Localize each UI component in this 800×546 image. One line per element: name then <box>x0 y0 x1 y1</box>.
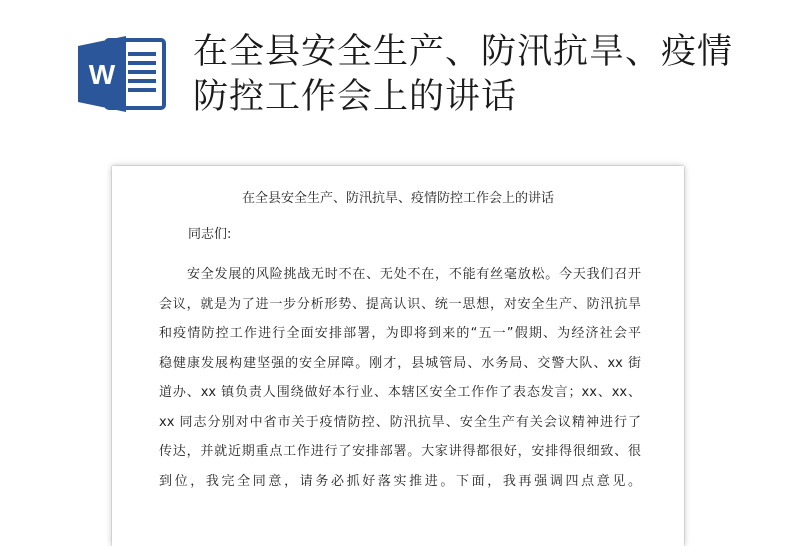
body-line: xx 同志分别对中省市关于疫情防控、防汛抗旱、安全生产有关会议精神进行了 <box>159 414 641 430</box>
body-line: 稳健康发展构建坚强的安全屏障。刚才，县城管局、水务局、交警大队、xx 街 <box>159 355 641 371</box>
body-line: 传达，并就近期重点工作进行了安排部署。大家讲得都很好，安排得很细致、很 <box>159 444 641 459</box>
document-title: 在全县安全生产、防汛抗旱、疫情防控工作会上的讲话 <box>241 191 554 206</box>
page-title: 在全县安全生产、防汛抗旱、疫情防控工作会上的讲话 <box>193 32 734 117</box>
body-line: 和疫情防控工作进行全面安排部署，为即将到来的“五一”假期、为经济社会平 <box>159 326 641 341</box>
salutation: 同志们: <box>188 227 232 242</box>
body-line: 道办、xx 镇负责人围绕做好本行业、本辖区安全工作作了表态发言；xx、xx、 <box>159 385 641 400</box>
document-body <box>159 260 641 496</box>
word-document-icon <box>76 34 168 114</box>
body-line: 会议，就是为了进一步分析形势、提高认识、统一思想，对安全生产、防汛抗旱 <box>159 296 641 312</box>
svg-text:W: W <box>88 59 116 90</box>
body-line: 安全发展的风险挑战无时不在、无处不在，不能有丝毫放松。今天我们召开 <box>187 267 641 282</box>
header <box>0 0 800 150</box>
body-line: 到位，我完全同意，请务必抓好落实推进。下面，我再强调四点意见。 <box>159 473 641 489</box>
document-page <box>112 166 684 546</box>
